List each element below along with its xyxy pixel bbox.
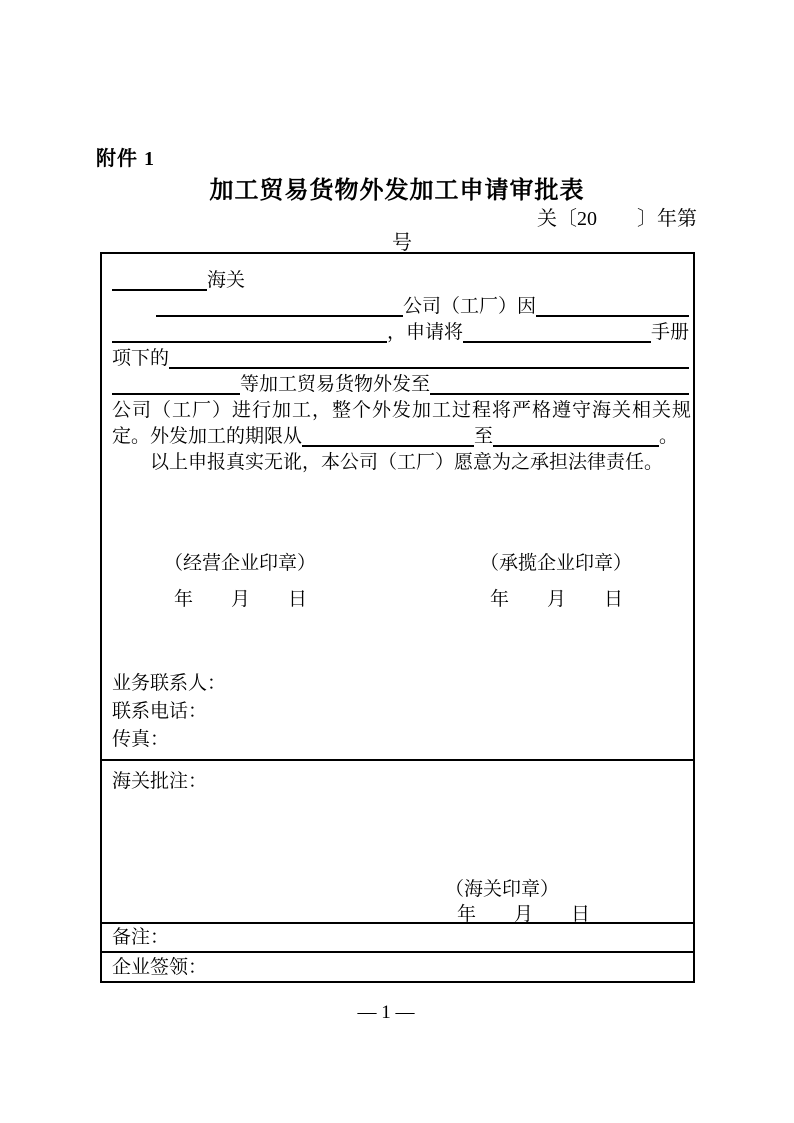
phone-label: 联系电话： [112,701,208,722]
blank-reason-part2[interactable] [112,341,387,343]
line-customs [112,268,689,294]
under-item-label: 项下的 [112,348,170,369]
operator-date-line: 年 月 日 [174,589,308,610]
declaration-text: 以上申报真实无讹，本公司（工厂）愿意为之承担法律责任。 [150,452,664,473]
blank-period-start[interactable] [302,445,474,447]
customs-note-section [102,759,693,925]
blank-item-content[interactable] [169,367,689,369]
apply-will-label: ，申请将 [387,322,464,343]
remark-label: 备注： [112,927,170,948]
period-end-punct: 。 [659,426,679,447]
contact-block [112,670,689,754]
form-title: 加工贸易货物外发加工申请审批表 [209,178,585,204]
blank-contractor-name[interactable] [430,393,689,395]
seal-row [112,551,689,577]
line-period [112,424,689,450]
blank-manual-number[interactable] [463,341,651,343]
operator-seal-label: （经营企业印章） [164,553,317,574]
outsource-to-label: 等加工贸易货物外发至 [240,374,431,395]
line-outsource [112,372,689,398]
blank-goods-name[interactable] [112,393,240,395]
customs-seal-label: （海关印章） [445,879,560,900]
blank-company-name[interactable] [156,315,403,317]
contact-person-label: 业务联系人： [112,673,227,694]
line-apply [112,320,689,346]
signature-section [102,951,693,981]
line-compliance [112,398,693,424]
manual-label: 手册 [650,322,689,343]
doc-number-suffix: 号 [392,232,412,254]
contractor-seal-label: （承揽企业印章） [480,553,633,574]
customs-date-line: 年 月 日 [457,904,591,925]
compliance-text: 公司（工厂）进行加工，整个外发加工过程将严格遵守海关相关规 [112,400,693,421]
company-because-label: 公司（工厂）因 [403,296,537,317]
contractor-date-line: 年 月 日 [490,589,624,610]
blank-reason-part1[interactable] [536,315,689,317]
doc-number-line: 关〔20 〕年第 [537,208,697,230]
period-to-label: 至 [474,426,494,447]
line-company [112,294,689,320]
blank-customs-name[interactable] [112,289,207,291]
form-box [100,252,695,983]
page-number: — 1 — [357,1002,415,1023]
blank-period-end[interactable] [493,445,659,447]
seal-date-row [112,587,689,613]
attachment-label: 附件 1 [96,148,155,170]
application-section [102,254,693,759]
fax-label: 传真： [112,729,170,750]
period-from-label: 定。外发加工的期限从 [112,426,303,447]
remark-section [102,922,693,951]
line-declaration [112,450,689,476]
line-under-item [112,346,689,372]
signature-label: 企业签领： [112,957,208,978]
customs-note-label: 海关批注： [112,771,208,792]
customs-label: 海关 [207,270,246,291]
